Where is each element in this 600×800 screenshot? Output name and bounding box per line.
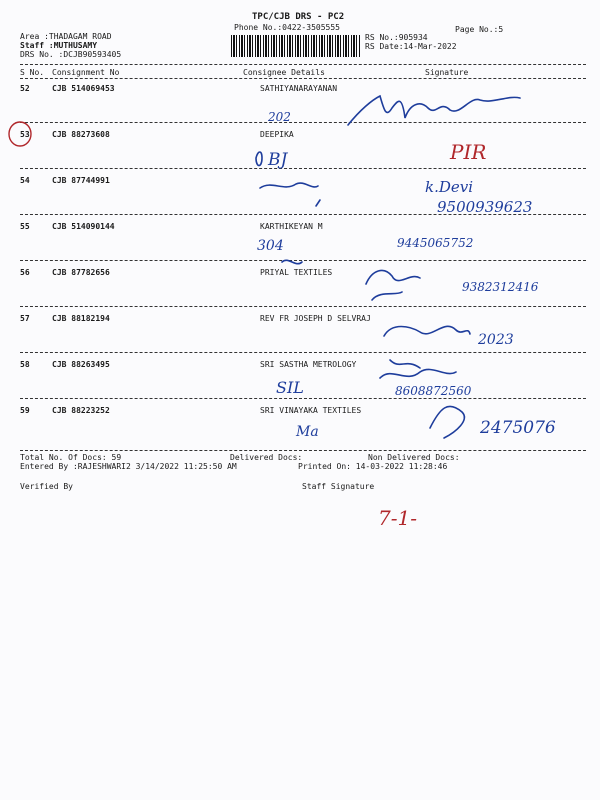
handwritten-note: BJ [268, 150, 288, 170]
handwritten-note: 304 [257, 238, 284, 254]
divider [20, 450, 586, 451]
row-sno: 53 [20, 130, 30, 139]
row-consignment-no: CJB 88182194 [52, 314, 110, 323]
phone-number: Phone No.:0422-3505555 [234, 23, 340, 32]
row-consignee: KARTHIKEYAN M [260, 222, 323, 231]
row-consignee: PRIYAL TEXTILES [260, 268, 333, 277]
handwritten-note: 202 [268, 110, 291, 124]
row-divider [20, 122, 586, 123]
row-divider [20, 398, 586, 399]
row-divider [20, 352, 586, 353]
signature-stroke [256, 152, 262, 166]
handwritten-note: SIL [276, 378, 304, 397]
col-sno: S No. [20, 68, 45, 77]
signature-stroke [348, 96, 520, 125]
handwritten-note-red: 7-1- [378, 506, 417, 530]
divider [20, 64, 586, 65]
staff-label: Staff :MUTHUSAMY [20, 41, 98, 50]
row-sno: 52 [20, 84, 30, 93]
row-consignment-no: CJB 88263495 [52, 360, 110, 369]
row-sno: 57 [20, 314, 30, 323]
handwritten-phone: 9445065752 [397, 236, 474, 250]
drs-number: DRS No. :DCJB90593405 [20, 50, 122, 59]
printed-on: Printed On: 14-03-2022 11:28:46 [298, 462, 448, 471]
rs-date: RS Date:14-Mar-2022 [365, 42, 457, 51]
signature-stroke [390, 360, 420, 368]
signature-stroke [384, 326, 470, 336]
row-divider [20, 168, 586, 169]
handwritten-name: k.Devi [425, 178, 474, 196]
handwritten-phone: 9500939623 [437, 198, 533, 216]
signature-stroke [366, 270, 420, 284]
divider [20, 78, 586, 79]
col-consignment: Consignment No [52, 68, 120, 77]
row-consignment-no: CJB 88273608 [52, 130, 110, 139]
handwritten-phone: 9382312416 [462, 280, 539, 294]
row-consignment-no: CJB 514090144 [52, 222, 115, 231]
handwritten-phone: 8608872560 [395, 384, 472, 398]
row-sno: 56 [20, 268, 30, 277]
signature-stroke [380, 369, 456, 378]
row-sno: 55 [20, 222, 30, 231]
area-label: Area :THADAGAM ROAD [20, 32, 112, 41]
col-consignee: Consignee Details [243, 68, 325, 77]
handwritten-note: Ma [296, 424, 319, 440]
row-consignee: REV FR JOSEPH D SELVRAJ [260, 314, 371, 323]
row-consignee: DEEPIKA [260, 130, 294, 139]
signature-stroke [316, 200, 320, 206]
handwritten-note: 2023 [478, 332, 514, 348]
row-consignee: SATHIYANARAYANAN [260, 84, 338, 93]
handwritten-phone: 2475076 [480, 418, 556, 438]
row-sno: 54 [20, 176, 30, 185]
row-divider [20, 306, 586, 307]
rs-number: RS No.:905934 [365, 33, 428, 42]
col-signature: Signature [425, 68, 469, 77]
document-title: TPC/CJB DRS - PC2 [252, 12, 345, 22]
signature-stroke [260, 183, 318, 188]
row-consignee: SRI VINAYAKA TEXTILES [260, 406, 362, 415]
row-consignment-no: CJB 88223252 [52, 406, 110, 415]
verified-by: Verified By [20, 482, 73, 491]
staff-signature: Staff Signature [302, 482, 375, 491]
row-consignment-no: CJB 87782656 [52, 268, 110, 277]
row-sno: 59 [20, 406, 30, 415]
page-number: Page No.:5 [455, 25, 504, 34]
row-sno: 58 [20, 360, 30, 369]
row-consignee: SRI SASTHA METROLOGY [260, 360, 357, 369]
barcode [231, 35, 361, 57]
signature-stroke [430, 406, 464, 438]
signature-stroke [372, 292, 402, 300]
delivered-docs: Delivered Docs: [230, 453, 303, 462]
row-consignment-no: CJB 87744991 [52, 176, 110, 185]
total-docs: Total No. Of Docs: 59 [20, 453, 122, 462]
entered-by: Entered By :RAJESHWARI2 3/14/2022 11:25:50 AM [20, 462, 237, 471]
handwritten-note-red: PIR [450, 140, 487, 164]
row-consignment-no: CJB 514069453 [52, 84, 115, 93]
non-delivered-docs: Non Delivered Docs: [368, 453, 460, 462]
row-divider [20, 260, 586, 261]
